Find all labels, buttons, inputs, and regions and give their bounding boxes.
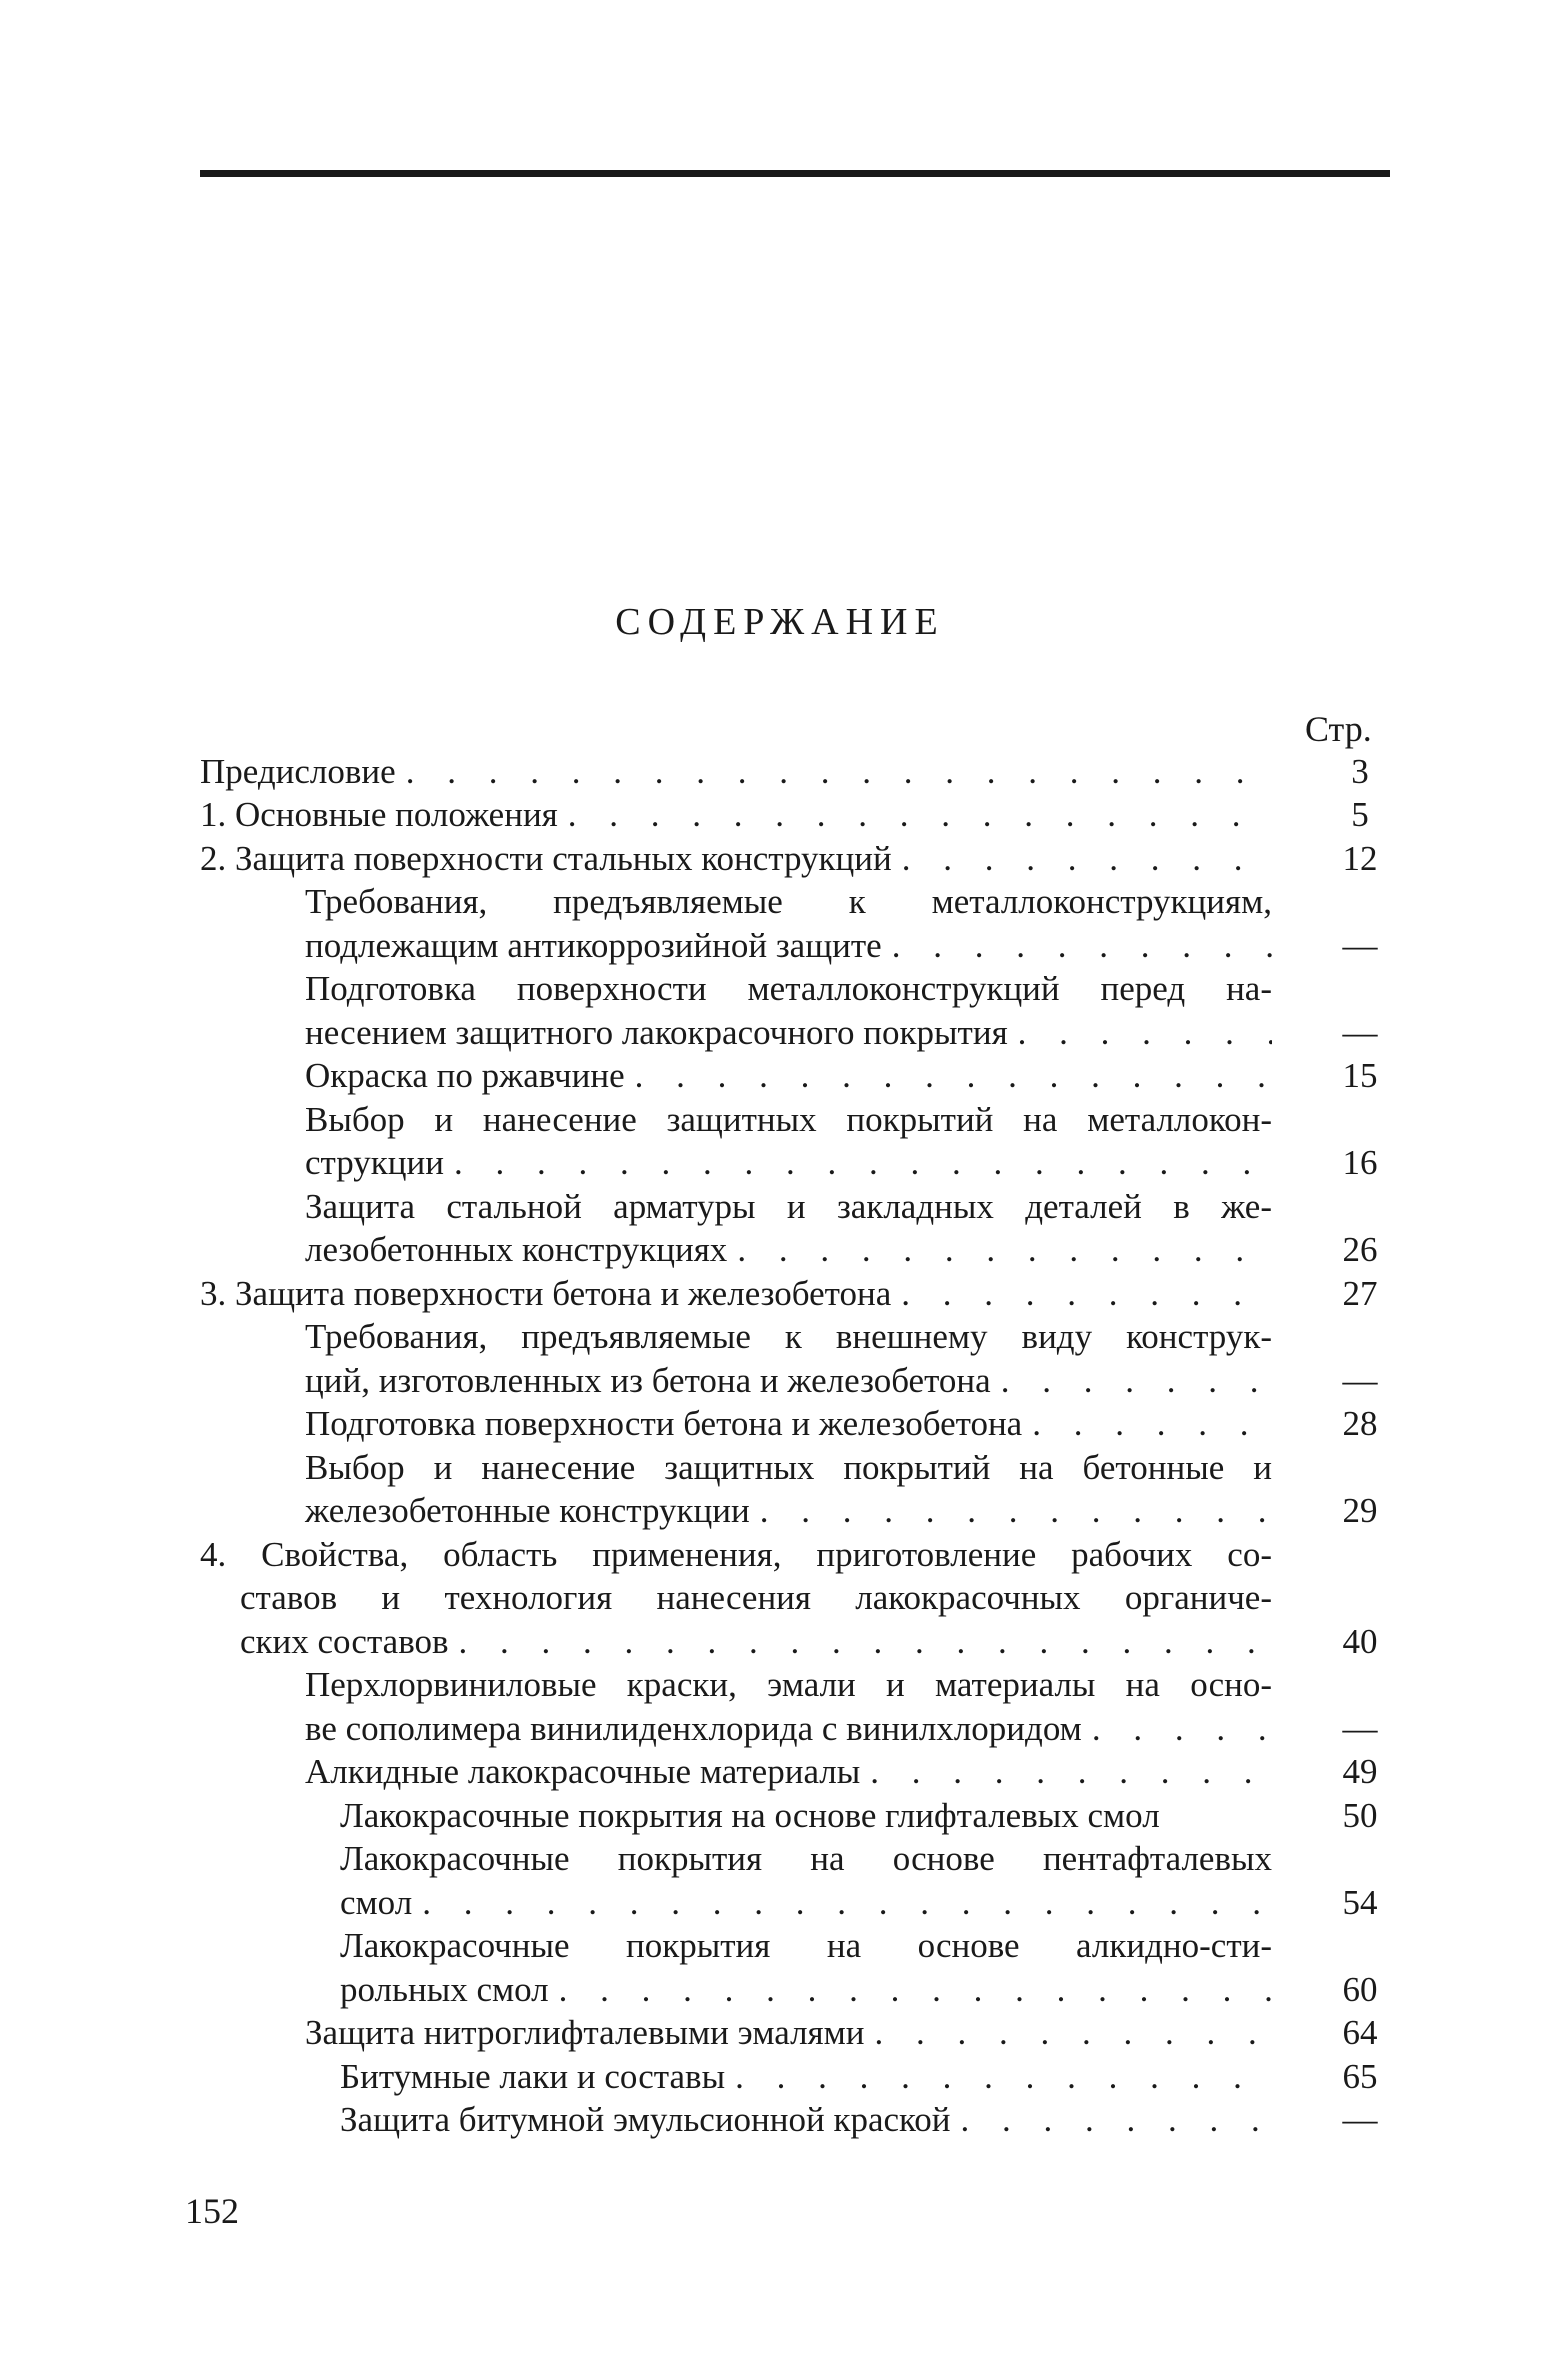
toc-entry-text-wrap — [200, 969, 1330, 1009]
toc-entry-page: 50 — [1342, 1795, 1378, 1835]
toc-entry-page: 29 — [1342, 1491, 1378, 1530]
toc-entry-text-wrap — [200, 1187, 1330, 1227]
toc-entry-page: 60 — [1342, 1969, 1378, 2009]
toc-entry-page: 26 — [1342, 1230, 1378, 1269]
toc-entry — [200, 1488, 1390, 1532]
toc-leader-dots — [558, 795, 1272, 835]
toc-entry-title: Лакокрасочные покрытия на основе глифталевых смол — [340, 1795, 1160, 1835]
toc-entry — [200, 922, 1390, 966]
toc-entry — [200, 1314, 1390, 1358]
toc-entry-text-wrap — [200, 1143, 1330, 1183]
toc-entry-title: Лакокрасочные покрытия на основе алкидно-сти- — [340, 1926, 1272, 1965]
toc-entry-text-wrap — [200, 1665, 1330, 1705]
toc-entry-title: Подготовка поверхности бетона и железобетона — [305, 1404, 1023, 1443]
page-title: СОДЕРЖАНИЕ — [615, 601, 945, 643]
toc-entry — [200, 748, 1390, 792]
toc-entry-text-wrap — [200, 1926, 1330, 1966]
toc-leader-dots — [412, 1883, 1272, 1923]
toc-entry-text-wrap — [200, 1970, 1330, 2010]
toc-entry-text-wrap — [200, 926, 1330, 966]
top-rule — [200, 170, 1390, 177]
toc-leader-dots — [396, 752, 1272, 792]
toc-entry-text-wrap — [200, 1404, 1330, 1444]
toc-entry-title: Лакокрасочные покрытия на основе пентафталевых — [340, 1839, 1272, 1878]
page-number: 152 — [185, 2191, 239, 2231]
toc-entry-title: лезобетонных конструкциях — [305, 1230, 728, 1269]
toc-leader-dots — [1082, 1709, 1272, 1749]
table-of-contents — [200, 748, 1390, 2140]
toc-entry-title: Перхлорвиниловые краски, эмали и материалы на осно- — [305, 1665, 1272, 1704]
toc-entry-title: рольных смол — [340, 1969, 549, 2009]
toc-entry-title: струкции — [305, 1143, 444, 1182]
toc-entry-page: 49 — [1342, 1752, 1378, 1791]
toc-entry-text-wrap — [200, 1622, 1330, 1662]
toc-leader-dots — [727, 1230, 1272, 1270]
toc-entry-title: Выбор и нанесение защитных покрытий на металлокон- — [305, 1099, 1272, 1139]
toc-entry-title: железобетонные конструкции — [305, 1491, 750, 1530]
toc-entry — [200, 1618, 1390, 1662]
toc-leader-dots — [892, 839, 1272, 879]
toc-entry-text-wrap — [200, 1361, 1330, 1401]
toc-entry-title: подлежащим антикоррозийной защите — [305, 925, 882, 965]
toc-entry-page: — — [1342, 1012, 1378, 1052]
toc-entry-title: Предисловие — [200, 751, 396, 791]
toc-entry — [200, 879, 1390, 923]
toc-entry — [200, 1662, 1390, 1706]
toc-entry — [200, 835, 1390, 879]
toc-entry — [200, 1836, 1390, 1880]
toc-entry-text-wrap — [200, 1578, 1330, 1618]
toc-entry-page: 40 — [1342, 1621, 1378, 1661]
toc-entry — [200, 792, 1390, 836]
toc-entry-text-wrap — [200, 882, 1330, 922]
toc-entry — [200, 966, 1390, 1010]
toc-entry — [200, 1923, 1390, 1967]
toc-entry-title: 1. Основные положения — [200, 795, 558, 834]
toc-entry-title: Требования, предъявляемые к металлоконструкциям, — [305, 882, 1272, 921]
toc-entry-page: — — [1342, 1708, 1378, 1748]
toc-leader-dots — [951, 2100, 1272, 2140]
toc-entry-text-wrap — [200, 839, 1330, 879]
toc-entry-title: Алкидные лакокрасочные материалы — [305, 1752, 861, 1791]
toc-entry-title: Окраска по ржавчине — [305, 1056, 625, 1095]
toc-entry-page: 5 — [1351, 795, 1369, 834]
toc-leader-dots — [860, 1752, 1272, 1792]
toc-leader-dots — [750, 1491, 1272, 1531]
toc-leader-dots — [725, 2057, 1272, 2097]
toc-entry — [200, 1749, 1390, 1793]
toc-entry-page: 64 — [1342, 2013, 1378, 2052]
toc-leader-dots — [882, 926, 1272, 966]
toc-leader-dots — [549, 1970, 1272, 2010]
toc-entry-text-wrap — [200, 795, 1330, 835]
toc-entry — [200, 1096, 1390, 1140]
toc-entry-page: 12 — [1342, 838, 1378, 878]
toc-entry-title: ставов и технология нанесения лакокрасочных органиче- — [240, 1578, 1272, 1617]
toc-entry — [200, 1183, 1390, 1227]
toc-entry-title: Защита стальной арматуры и закладных деталей в же- — [305, 1186, 1272, 1226]
toc-entry-page: 27 — [1342, 1273, 1378, 1313]
toc-entry-text-wrap — [200, 1056, 1330, 1096]
toc-entry-text-wrap — [200, 2100, 1330, 2140]
toc-entry — [200, 1227, 1390, 1271]
toc-entry-title: 3. Защита поверхности бетона и железобетона — [200, 1273, 892, 1313]
toc-entry — [200, 1966, 1390, 2010]
toc-leader-dots — [865, 2013, 1272, 2053]
toc-entry-title: ве сополимера винилиденхлорида с винилхлоридом — [305, 1708, 1082, 1748]
toc-entry-title: Выбор и нанесение защитных покрытий на бетонные и — [305, 1447, 1272, 1487]
toc-entry-text-wrap — [200, 1839, 1330, 1879]
toc-entry-page: — — [1342, 1360, 1378, 1400]
toc-entry-title: ций, изготовленных из бетона и железобетона — [305, 1360, 991, 1400]
toc-entry — [200, 1140, 1390, 1184]
toc-entry-title: Защита битумной эмульсионной краской — [340, 2100, 951, 2139]
toc-entry-page: 15 — [1342, 1056, 1378, 1095]
toc-entry-title: 2. Защита поверхности стальных конструкций — [200, 838, 892, 878]
toc-entry — [200, 2097, 1390, 2141]
toc-entry — [200, 1053, 1390, 1097]
toc-entry-page: 28 — [1342, 1404, 1378, 1443]
toc-leader-dots — [1022, 1404, 1272, 1444]
toc-entry-title: Битумные лаки и составы — [340, 2056, 726, 2096]
toc-entry-text-wrap — [200, 1535, 1330, 1575]
toc-entry-text-wrap — [200, 1274, 1330, 1314]
toc-entry-text-wrap — [200, 1448, 1330, 1488]
toc-entry-text-wrap — [200, 1100, 1330, 1140]
toc-entry-text-wrap — [200, 2057, 1330, 2097]
toc-entry — [200, 1270, 1390, 1314]
toc-leader-dots — [891, 1274, 1272, 1314]
toc-leader-dots — [1008, 1013, 1272, 1053]
toc-entry-text-wrap — [200, 1883, 1330, 1923]
toc-entry — [200, 2053, 1390, 2097]
toc-entry-title: несением защитного лакокрасочного покрытия — [305, 1012, 1008, 1052]
toc-entry-text-wrap — [200, 1796, 1330, 1836]
toc-entry-text-wrap — [200, 1317, 1330, 1357]
toc-entry-title: Защита нитроглифталевыми эмалями — [305, 2013, 865, 2052]
toc-entry-text-wrap — [200, 752, 1330, 792]
toc-entry-title: смол — [340, 1882, 413, 1922]
toc-entry-title: Требования, предъявляемые к внешнему виду конструк- — [305, 1317, 1272, 1356]
toc-entry-text-wrap — [200, 1709, 1330, 1749]
toc-entry-page: 54 — [1342, 1882, 1378, 1922]
page-column-header: Стр. — [1305, 709, 1372, 749]
toc-entry-text-wrap — [200, 1230, 1330, 1270]
toc-entry-page: 16 — [1342, 1143, 1378, 1182]
toc-entry — [200, 1357, 1390, 1401]
toc-entry-text-wrap — [200, 1491, 1330, 1531]
toc-entry-title: 4. Свойства, область применения, приготовление рабочих со- — [200, 1534, 1272, 1574]
toc-entry-page: — — [1342, 925, 1378, 965]
toc-entry — [200, 1879, 1390, 1923]
toc-leader-dots — [449, 1622, 1272, 1662]
toc-leader-dots — [625, 1056, 1272, 1096]
toc-leader-dots — [991, 1361, 1272, 1401]
toc-entry — [200, 1575, 1390, 1619]
toc-entry — [200, 1444, 1390, 1488]
toc-entry-text-wrap — [200, 1752, 1330, 1792]
toc-entry — [200, 1009, 1390, 1053]
toc-leader-dots — [444, 1143, 1272, 1183]
toc-entry-title: ских составов — [240, 1621, 449, 1661]
toc-entry-page: 65 — [1342, 2056, 1378, 2096]
toc-entry — [200, 2010, 1390, 2054]
toc-entry — [200, 1792, 1390, 1836]
toc-entry-text-wrap — [200, 2013, 1330, 2053]
toc-entry-title: Подготовка поверхности металлоконструкций перед на- — [305, 969, 1272, 1008]
toc-entry — [200, 1531, 1390, 1575]
toc-entry-page: 3 — [1351, 751, 1369, 791]
toc-entry — [200, 1401, 1390, 1445]
toc-entry-page: — — [1342, 2100, 1378, 2139]
toc-entry — [200, 1705, 1390, 1749]
toc-entry-text-wrap — [200, 1013, 1330, 1053]
